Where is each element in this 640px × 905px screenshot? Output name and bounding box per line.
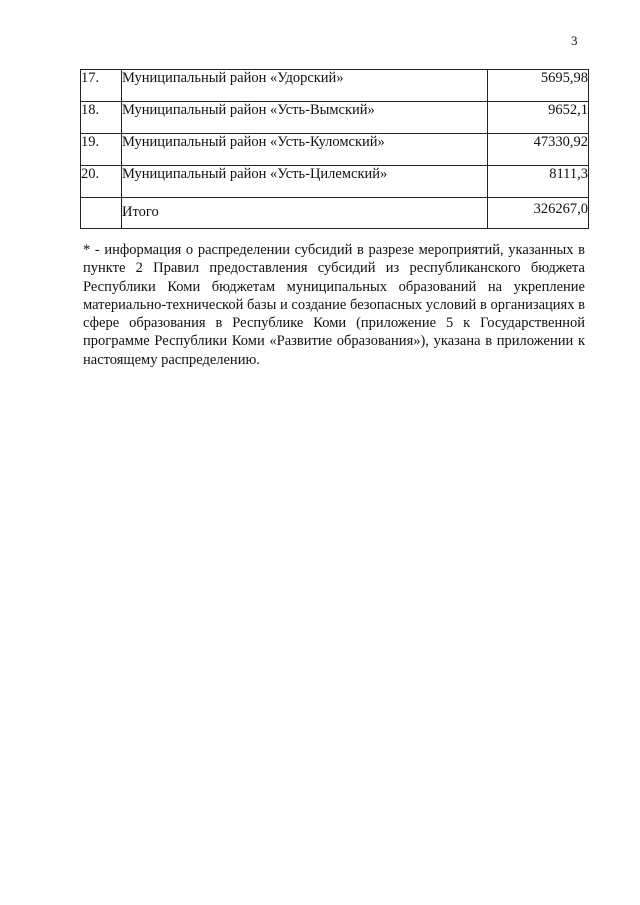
municipality-name: Муниципальный район «Усть-Куломский» (122, 134, 488, 166)
table-row (81, 166, 589, 198)
municipality-name: Муниципальный район «Усть-Цилемский» (122, 166, 488, 198)
total-row (81, 198, 589, 229)
table-row (81, 134, 589, 166)
footnote: * - информация о распределении субсидий в разрезе мероприятий, указанных в пункте 2 Правил предоставления субсидий из республиканского бюджета Республики Коми бюджетам муниципальных образований на укрепление материально-технической базы и создание безопасных условий в организациях в сфере образования в Республике Коми (приложение 5 к Государственной программе Республики Коми «Развитие образования»), указана в приложении к настоящему распределению. (83, 242, 585, 368)
municipality-name: Муниципальный район «Усть-Вымский» (122, 102, 488, 134)
table-row (81, 102, 589, 134)
table-row (81, 70, 589, 102)
row-number: 19. (81, 134, 122, 166)
total-number-cell (81, 198, 122, 229)
subsidy-distribution-table (80, 69, 589, 229)
total-label: Итого (122, 198, 488, 229)
subsidy-amount: 47330,92 (488, 134, 589, 166)
subsidy-amount: 5695,98 (488, 70, 589, 102)
municipality-name: Муниципальный район «Удорский» (122, 70, 488, 102)
row-number: 17. (81, 70, 122, 102)
total-amount: 326267,0 (488, 198, 589, 229)
subsidy-amount: 8111,3 (488, 166, 589, 198)
row-number: 18. (81, 102, 122, 134)
row-number: 20. (81, 166, 122, 198)
subsidy-amount: 9652,1 (488, 102, 589, 134)
page-number: 3 (571, 33, 578, 48)
